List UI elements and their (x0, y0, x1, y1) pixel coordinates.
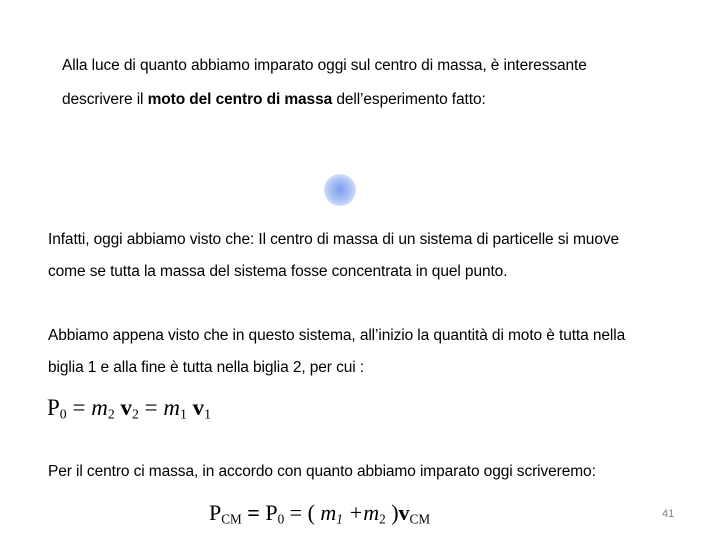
intro-line-2 (62, 91, 486, 109)
center-of-mass-ball (324, 174, 356, 206)
formula1-m2: m (91, 395, 108, 420)
formula2-P0-sub: 0 (277, 511, 285, 527)
formula1-P: P (47, 395, 60, 420)
formula1-v1-sub: 1 (204, 406, 212, 422)
page-number: 41 (662, 508, 675, 520)
formula2-v: v (398, 500, 410, 525)
formula2-eq1: = (241, 500, 266, 525)
formula2-eq2: = ( (284, 500, 321, 525)
formula2-plus: +m (342, 500, 380, 525)
formula2-close: ) (385, 500, 399, 525)
cm-formula (209, 500, 430, 527)
formula2-m1-sub: 1 (336, 511, 343, 527)
infatti-line-1: Infatti, oggi abbiamo visto che: Il centro di massa di un sistema di particelle si muove (48, 231, 620, 248)
formula2-P0: P (265, 500, 278, 525)
formula1-v2-sub: 2 (131, 406, 139, 422)
formula1-P-sub: 0 (59, 406, 67, 422)
intro-line-2-pre: descrivere il (62, 91, 148, 108)
formula2-P: P (209, 500, 222, 525)
formula2-m2-sub: 2 (379, 511, 386, 527)
formula2-P-sub: CM (221, 511, 242, 527)
intro-line-1: Alla luce di quanto abbiamo imparato oggi sul centro di massa, è interessante (62, 57, 587, 74)
formula1-eq2: = (138, 395, 164, 420)
cm-text: Per il centro ci massa, in accordo con quanto abbiamo imparato oggi scriveremo: (48, 463, 596, 480)
intro-line-2-bold: moto del centro di massa (147, 91, 333, 108)
abbiamo-line-1: Abbiamo appena visto che in questo sistema, all’inizio la quantità di moto è tutta nella (48, 327, 626, 344)
formula2-v-sub: CM (409, 511, 431, 527)
formula1-v1: v (186, 395, 205, 420)
momentum-formula (47, 395, 211, 422)
formula1-v2: v (114, 395, 132, 420)
intro-line-2-post: dell’esperimento fatto: (332, 91, 486, 108)
abbiamo-line-2: biglia 1 e alla fine è tutta nella biglia 2, per cui : (48, 359, 364, 376)
formula1-eq1: = (66, 395, 92, 420)
formula1-m2-sub: 2 (107, 406, 115, 422)
infatti-line-2: come se tutta la massa del sistema fosse concentrata in quel punto. (48, 263, 508, 280)
formula1-m1: m (163, 395, 180, 420)
formula1-m1-sub: 1 (179, 406, 187, 422)
formula2-m1: m (320, 500, 337, 525)
